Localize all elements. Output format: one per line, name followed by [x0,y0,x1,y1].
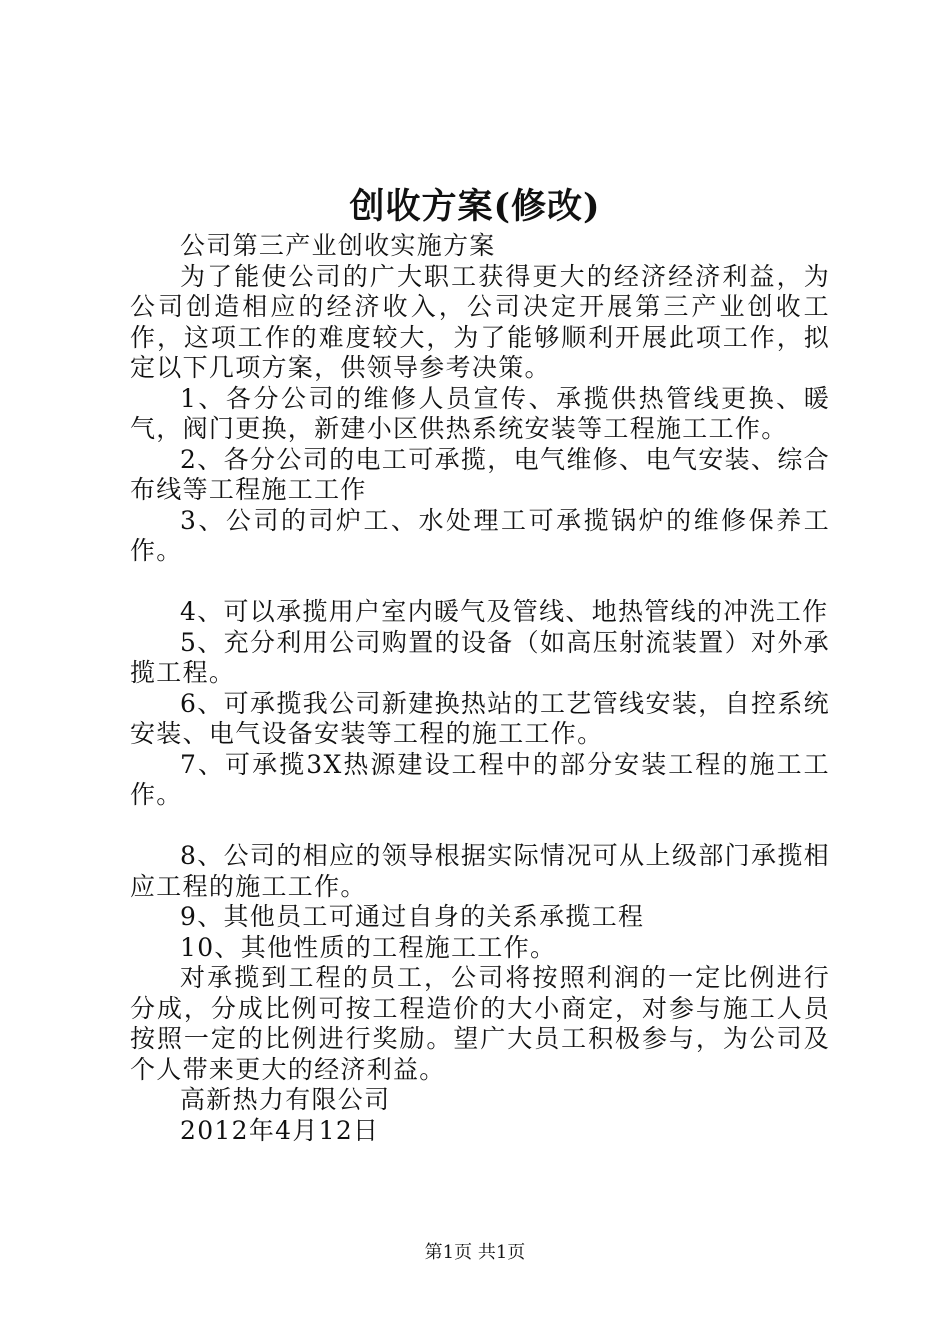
page-number: 第1页 共1页 [424,1242,526,1263]
plan-item-7: 7、可承揽3X热源建设工程中的部分安装工程的施工工作。 [130,749,830,809]
plan-item-10: 10、其他性质的工程施工工作。 [180,932,557,962]
document-title: 创收方案(修改) [349,186,601,227]
plan-item-3: 3、公司的司炉工、水处理工可承揽锅炉的维修保养工作。 [130,505,830,565]
document-body [130,231,830,1146]
blank-line [130,567,830,598]
company-signature: 高新热力有限公司 [180,1085,391,1114]
plan-item-8: 8、公司的相应的领导根据实际情况可从上级部门承揽相应工程的施工工作。 [130,841,830,901]
blank-line [130,811,830,842]
plan-item-5: 5、充分利用公司购置的设备（如高压射流装置）对外承揽工程。 [130,627,830,687]
closing-paragraph: 对承揽到工程的员工，公司将按照利润的一定比例进行分成，分成比例可按工程造价的大小商定，对参与施工人员按照一定的比例进行奖励。望广大员工积极参与，为公司及个人带来更大的经济利益。 [130,963,830,1084]
doc-subtitle: 公司第三产业创收实施方案 [180,231,496,260]
plan-item-1: 1、各分公司的维修人员宣传、承揽供热管线更换、暖气，阀门更换，新建小区供热系统安装等工程施工工作。 [130,383,830,443]
document-date: 2012年4月12日 [180,1115,380,1145]
plan-item-2: 2、各分公司的电工可承揽，电气维修、电气安装、综合布线等工程施工工作 [130,444,830,504]
plan-item-4: 4、可以承揽用户室内暖气及管线、地热管线的冲洗工作 [180,597,829,626]
plan-item-6: 6、可承揽我公司新建换热站的工艺管线安装，自控系统安装、电气设备安装等工程的施工工作。 [130,688,830,748]
plan-item-9: 9、其他员工可通过自身的关系承揽工程 [180,902,645,931]
intro-paragraph: 为了能使公司的广大职工获得更大的经济经济利益，为公司创造相应的经济收入，公司决定开展第三产业创收工作，这项工作的难度较大，为了能够顺利开展此项工作，拟定以下几项方案，供领导参考决策。 [130,261,830,382]
